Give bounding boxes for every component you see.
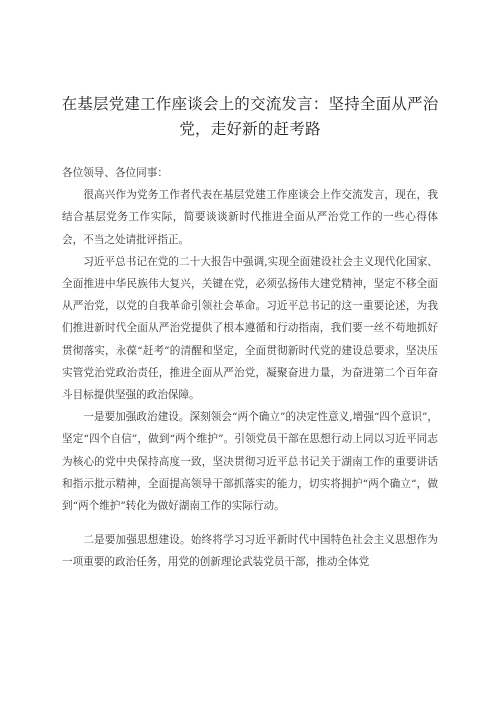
paragraph-intro: 很高兴作为党务工作者代表在基层党建工作座谈会上作交流发言，现在，我结合基层党务工作实际，简要谈谈新时代推进全面从严治党工作的一些心得体会，不当之处请批评指正。 <box>62 189 438 246</box>
document-body <box>62 162 438 574</box>
salutation: 各位领导、各位同事： <box>62 167 168 179</box>
document-title: 在基层党建工作座谈会上的交流发言：坚持全面从严治党，走好新的赶考路 <box>61 95 439 138</box>
paragraph-overview: 习近平总书记在党的二十大报告中强调,实现全面建设社会主义现代化国家、全面推进中华民族伟大复兴，关键在党，必须弘扬伟大建党精神，坚定不移全面从严治党，以党的自我革命引领社会革命。习近平总书记的这一重要论述，为我们推进新时代全面从严治党提供了根本遵循和行动指南，我们要一丝不苟地抓好贯彻落实，永葆“赶考”的清醒和坚定，全面贯彻新时代党的建设总要求，坚决压实管党治党政治责任，推进全面从严治党，凝聚奋进力量，为奋进第二个百年奋斗目标提供坚强的政治保障。 <box>62 255 438 402</box>
paragraph-ideological-construction: 二是要加强思想建设。始终将学习习近平新时代中国特色社会主义思想作为一项重要的政治任务，用党的创新理论武装党员干部，推动全体党 <box>62 534 438 569</box>
paragraph-political-construction: 一是要加强政治建设。深刻领会“两个确立”的决定性意义,增强“四个意识”，坚定“四个自信”，做到“两个维护”。引领党员干部在思想行动上同以习近平同志为核心的党中央保持高度一致，坚决贯彻习近平总书记关于湖南工作的重要讲话和指示批示精神，全面提高领导干部抓落实的能力，切实将拥护“两个确立“，做到“两个维护”转化为做好湖南工作的实际行动。 <box>62 411 438 513</box>
